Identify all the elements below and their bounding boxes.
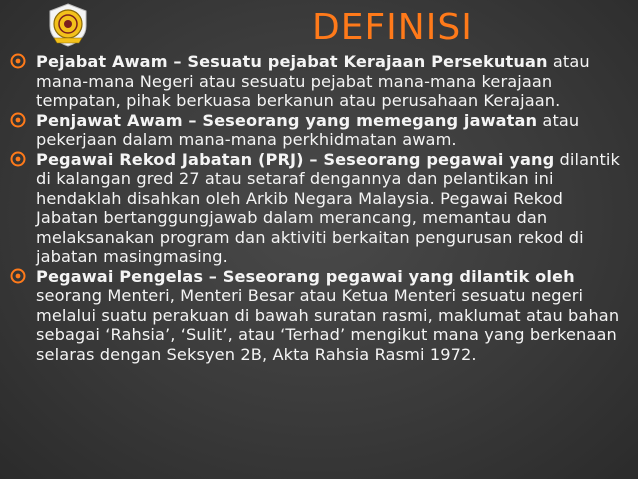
definition-term: Pegawai Pengelas – Seseorang pegawai yang dilantik oleh (36, 266, 575, 286)
target-bullet-icon (10, 268, 26, 284)
definition-item-penjawat-awam (10, 111, 630, 150)
slide-title: DEFINISI (312, 7, 473, 48)
definition-item-pejabat-awam (10, 52, 630, 111)
definition-text: dilantik di kalangan gred 27 atau setaraf dengannya dan pelantikan ini hendaklah disahkan oleh Arkib Negara Malaysia. Pegawai Rekod Jabatan bertanggungjawab dalam merancang, memantau dan melaksanakan program dan aktiviti berkaitan pengurusan rekod di jabatan masingmasing. (36, 149, 620, 266)
definition-item-pegawai-pengelas (10, 267, 630, 365)
definition-text: atau pekerjaan dalam mana-mana perkhidmatan awam. (36, 110, 580, 149)
target-bullet-icon (10, 53, 26, 69)
definition-text: atau mana-mana Negeri atau sesuatu pejabat mana-mana kerajaan tempatan, pihak berkuasa berkanun atau perusahaan Kerajaan. (36, 52, 590, 110)
definition-list (10, 52, 630, 364)
target-bullet-icon (10, 151, 26, 167)
definition-term: Pegawai Rekod Jabatan (PRJ) – Seseorang pegawai yang (36, 149, 555, 169)
definition-term: Penjawat Awam – Seseorang yang memegang jawatan (36, 110, 538, 130)
target-bullet-icon (10, 112, 26, 128)
definition-term: Pejabat Awam – Sesuatu pejabat Kerajaan Persekutuan (36, 52, 548, 71)
definition-item-pegawai-rekod-jabatan (10, 150, 630, 267)
crest-icon (46, 2, 90, 48)
definition-text: seorang Menteri, Menteri Besar atau Ketua Menteri sesuatu negeri melalui suatu perakuan di bawah suratan rasmi, maklumat atau bahan sebagai ‘Rahsia’, ‘Sulit’, atau ‘Terhad’ mengikut mana yang berkenaan selaras dengan Seksyen 2B, Akta Rahsia Rasmi 1972. (36, 286, 620, 364)
